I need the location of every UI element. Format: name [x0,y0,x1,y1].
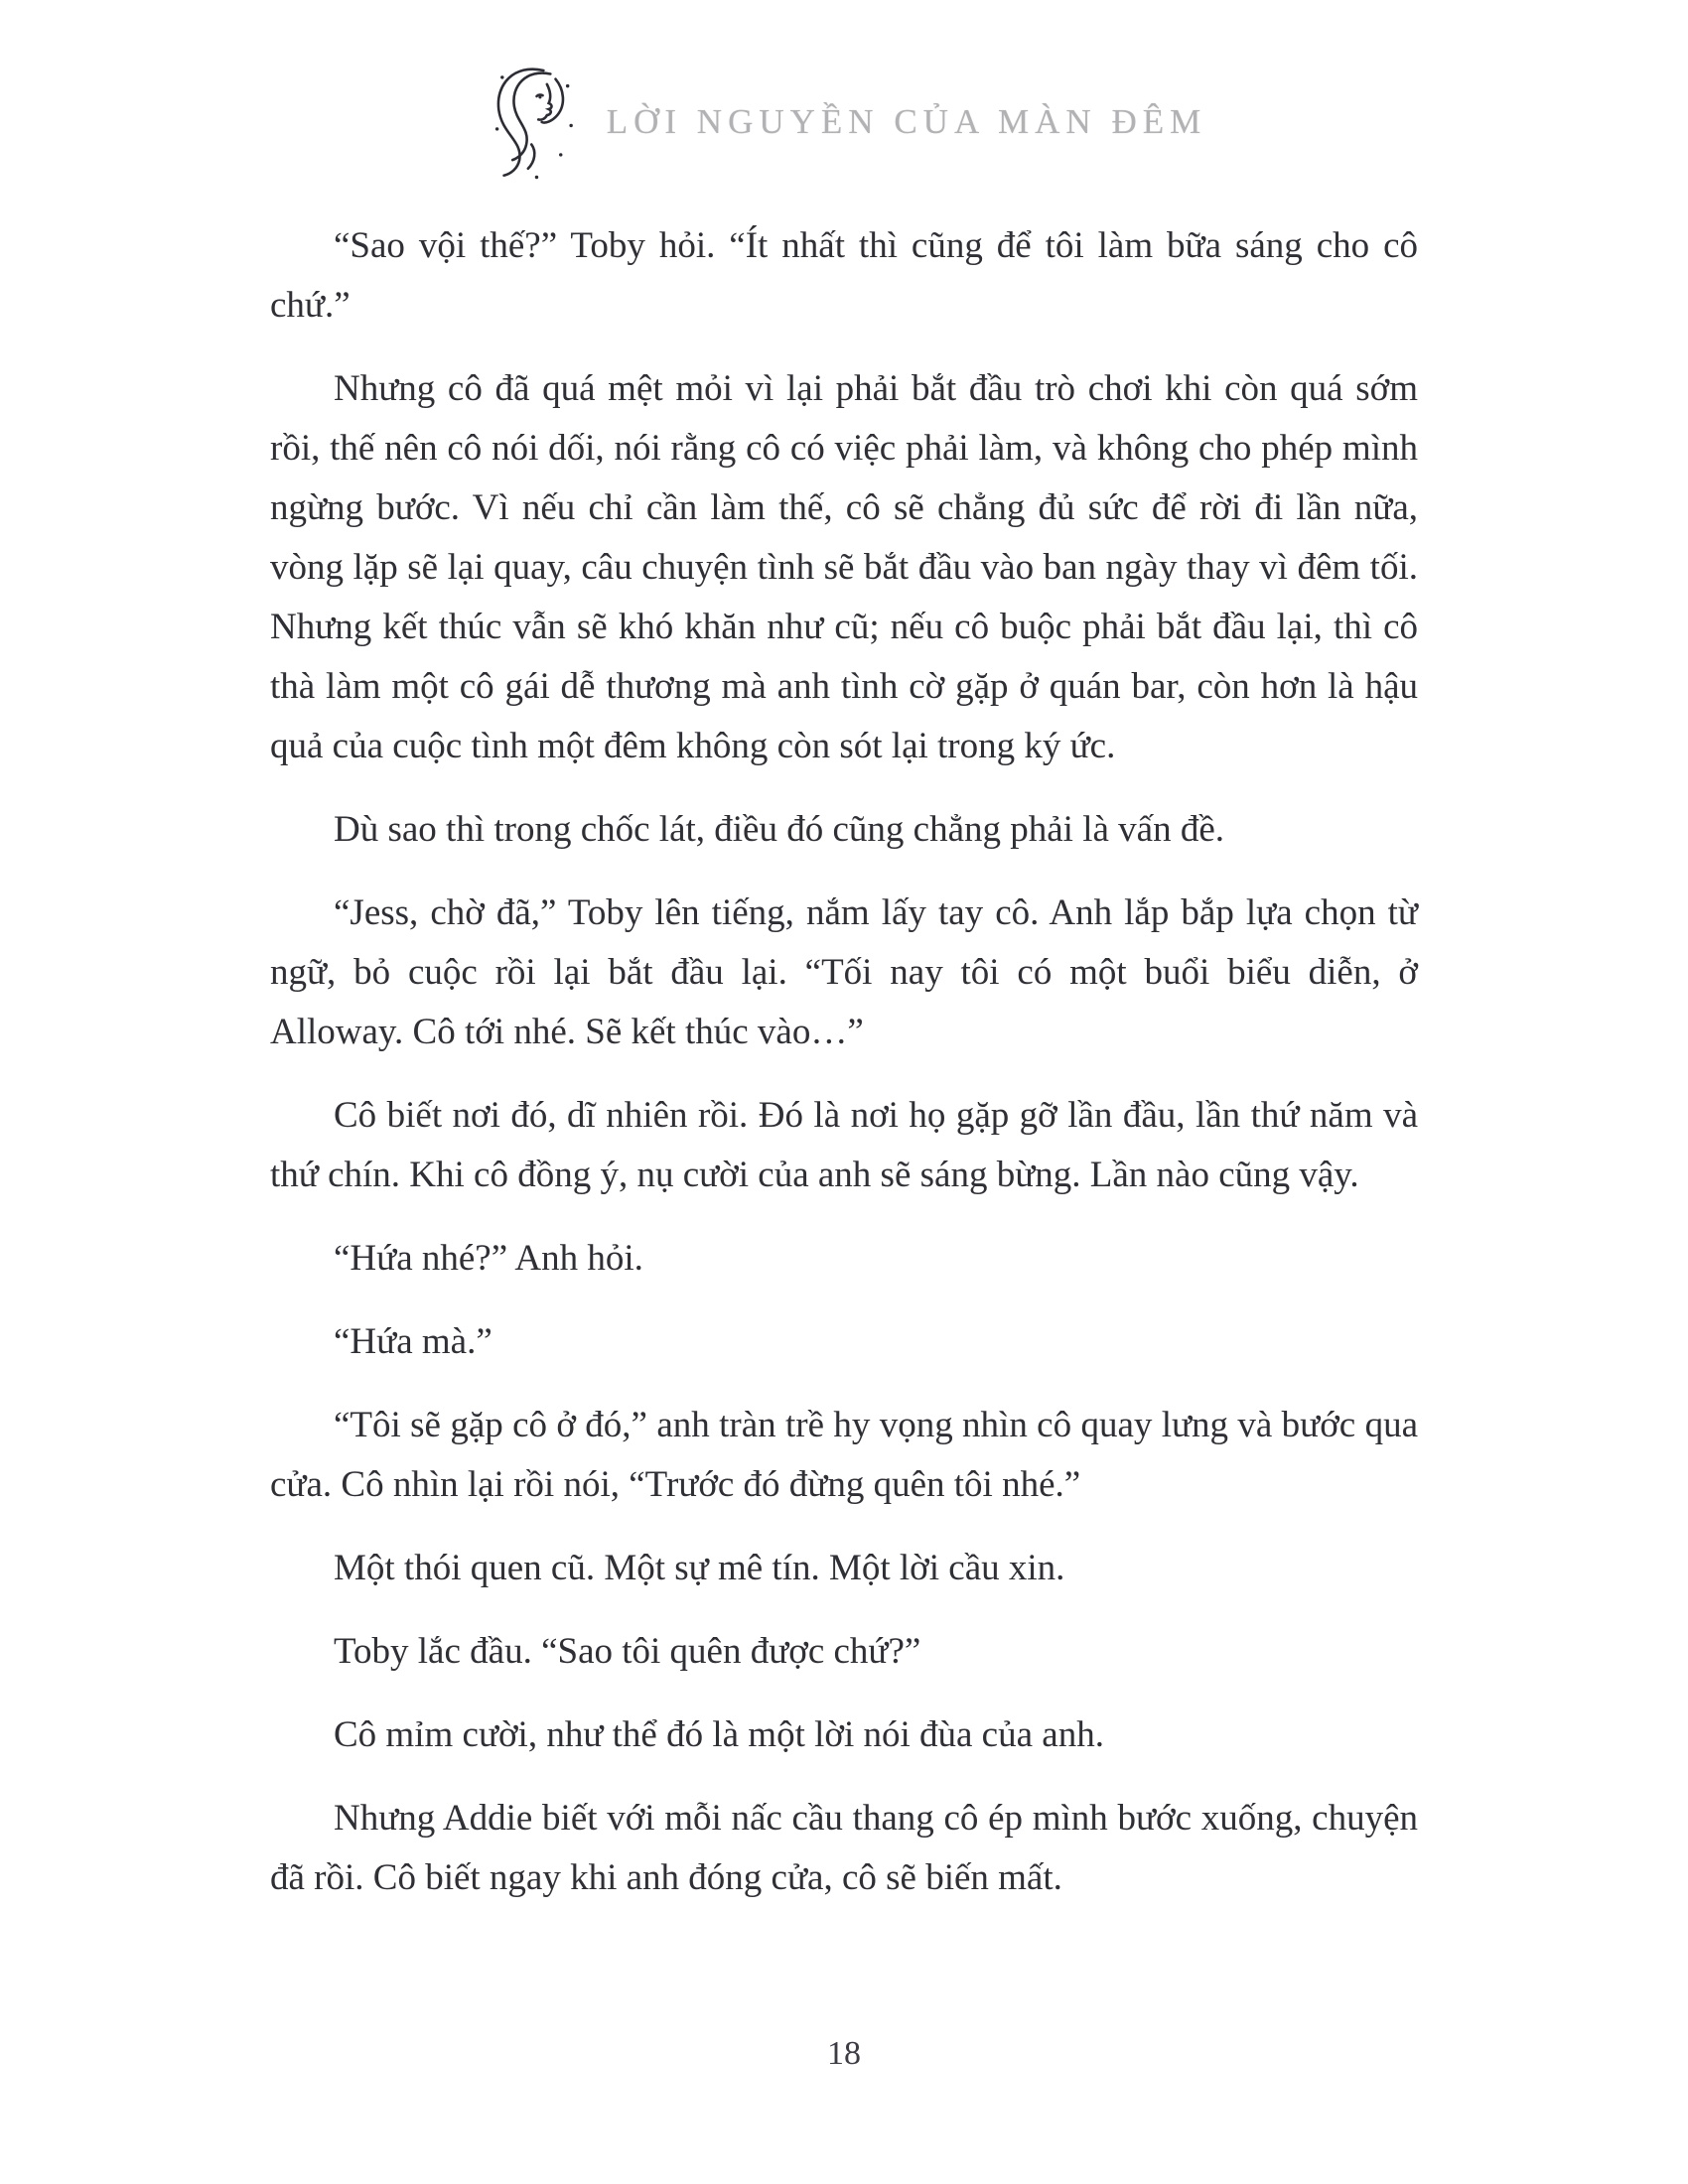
woman-face-ornament [482,62,585,183]
body-paragraph: “Tôi sẽ gặp cô ở đó,” anh tràn trề hy vọng nhìn cô quay lưng và bước qua cửa. Cô nhìn lại rồi nói, “Trước đó đừng quên tôi nhé.” [270,1405,1418,1505]
body-paragraph: Nhưng Addie biết với mỗi nấc cầu thang cô ép mình bước xuống, chuyện đã rồi. Cô biết ngay khi anh đóng cửa, cô sẽ biến mất. [270,1798,1418,1898]
running-head-title: LỜI NGUYỀN CỦA MÀN ĐÊM [606,102,1207,141]
page-number: 18 [827,2035,861,2072]
body-paragraph: Cô biết nơi đó, dĩ nhiên rồi. Đó là nơi họ gặp gỡ lần đầu, lần thứ năm và thứ chín. Khi cô đồng ý, nụ cười của anh sẽ sáng bừng. Lần nào cũng vậy. [270,1095,1418,1195]
body-paragraph: “Hứa nhé?” Anh hỏi. [334,1238,643,1279]
body-paragraph: “Sao vội thế?” Toby hỏi. “Ít nhất thì cũng để tôi làm bữa sáng cho cô chứ.” [270,225,1418,326]
body-paragraph: Một thói quen cũ. Một sự mê tín. Một lời cầu xin. [334,1548,1065,1588]
page-body [270,216,1418,1908]
body-paragraph: Dù sao thì trong chốc lát, điều đó cũng chẳng phải là vấn đề. [334,809,1224,850]
body-paragraph: “Jess, chờ đã,” Toby lên tiếng, nắm lấy tay cô. Anh lắp bắp lựa chọn từ ngữ, bỏ cuộc rồi lại bắt đầu lại. “Tối nay tôi có một buổi biểu diễn, ở Alloway. Cô tới nhé. Sẽ kết thúc vào…” [270,892,1418,1052]
body-paragraph: “Hứa mà.” [334,1321,492,1362]
body-paragraph: Toby lắc đầu. “Sao tôi quên được chứ?” [334,1631,921,1672]
body-paragraph: Nhưng cô đã quá mệt mỏi vì lại phải bắt đầu trò chơi khi còn quá sớm rồi, thế nên cô nói dối, nói rằng cô có việc phải làm, và không cho phép mình ngừng bước. Vì nếu chỉ cần làm thế, cô sẽ chẳng đủ sức để rời đi lần nữa, vòng lặp sẽ lại quay, câu chuyện tình sẽ bắt đầu vào ban ngày thay vì đêm tối. Nhưng kết thúc vẫn sẽ khó khăn như cũ; nếu cô buộc phải bắt đầu lại, thì cô thà làm một cô gái dễ thương mà anh tình cờ gặp ở quán bar, còn hơn là hậu quả của cuộc tình một đêm không còn sót lại trong ký ức. [270,368,1418,766]
page-header [0,0,1688,183]
body-paragraph: Cô mỉm cười, như thể đó là một lời nói đùa của anh. [334,1714,1104,1755]
